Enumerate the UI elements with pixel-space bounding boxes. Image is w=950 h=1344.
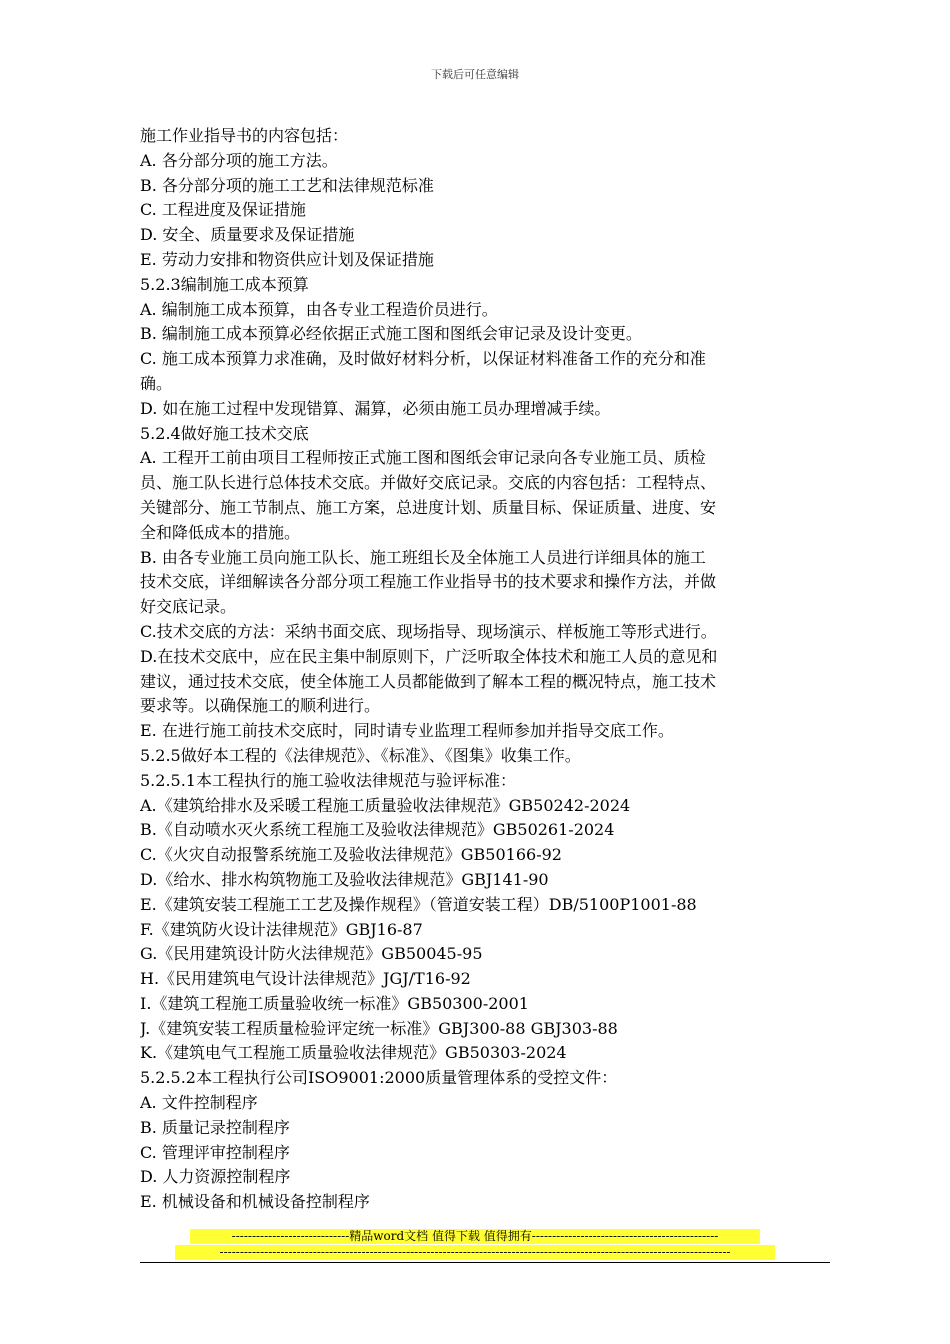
text-line: B. 由各专业施工员向施工队长、施工班组长及全体施工人员进行详细具体的施工 bbox=[140, 547, 706, 567]
text-line: 全和降低成本的措施。 bbox=[140, 522, 301, 542]
footer-rule bbox=[140, 1262, 830, 1263]
text-line: I.《建筑工程施工质量验收统一标准》GB50300-2001 bbox=[140, 993, 529, 1013]
text-line: E. 劳动力安排和物资供应计划及保证措施 bbox=[140, 249, 434, 269]
text-line: 员、施工队长进行总体技术交底。并做好交底记录。交底的内容包括：工程特点、 bbox=[140, 473, 717, 493]
text-line: 确。 bbox=[140, 373, 173, 393]
text-line: E. 机械设备和机械设备控制程序 bbox=[140, 1192, 370, 1212]
text-line: F.《建筑防火设计法律规范》GBJ16-87 bbox=[140, 919, 423, 939]
text-line: G.《民用建筑设计防火法律规范》GB50045-95 bbox=[140, 944, 483, 964]
footer-banner-text: -----------------------------精品word文档 值得下载 值得拥有---------------------------------------------- bbox=[190, 1229, 760, 1244]
section-heading: 5.2.5.2本工程执行公司ISO9001:2000质量管理体系的受控文件： bbox=[140, 1068, 618, 1088]
text-line: 建议，通过技术交底，使全体施工人员都能做到了解本工程的概况特点，施工技术 bbox=[140, 671, 717, 691]
text-line: E.《建筑安装工程施工工艺及操作规程》（管道安装工程）DB/5100P1001-88 bbox=[140, 894, 697, 914]
text-line: A. 文件控制程序 bbox=[140, 1093, 258, 1113]
text-line: D. 安全、质量要求及保证措施 bbox=[140, 225, 355, 245]
text-line: B.《自动喷水灭火系统工程施工及验收法律规范》GB50261-2024 bbox=[140, 820, 615, 840]
text-line: 要求等。以确保施工的顺利进行。 bbox=[140, 696, 381, 716]
text-line: 技术交底，详细解读各分部分项工程施工作业指导书的技术要求和操作方法，并做 bbox=[140, 572, 717, 592]
text-line: D. 人力资源控制程序 bbox=[140, 1167, 291, 1187]
text-line: A. 各分部分项的施工方法。 bbox=[140, 150, 338, 170]
text-line: K.《建筑电气工程施工质量验收法律规范》GB50303-2024 bbox=[140, 1043, 567, 1063]
text-line: B. 各分部分项的施工工艺和法律规范标准 bbox=[140, 175, 434, 195]
section-heading: 5.2.5.1本工程执行的施工验收法律规范与验评标准： bbox=[140, 770, 516, 790]
text-line: C. 管理评审控制程序 bbox=[140, 1142, 290, 1162]
section-heading: 5.2.3编制施工成本预算 bbox=[140, 274, 309, 294]
text-line: J.《建筑安装工程质量检验评定统一标准》GBJ300-88 GBJ303-88 bbox=[140, 1018, 618, 1038]
text-line: C.《火灾自动报警系统施工及验收法律规范》GB50166-92 bbox=[140, 845, 562, 865]
section-heading: 5.2.4做好施工技术交底 bbox=[140, 423, 309, 443]
text-line: D.在技术交底中，应在民主集中制原则下，广泛听取全体技术和施工人员的意见和 bbox=[140, 646, 718, 666]
text-line: A. 编制施工成本预算，由各专业工程造价员进行。 bbox=[140, 299, 498, 319]
text-line: A. 工程开工前由项目工程师按正式施工图和图纸会审记录向各专业施工员、质检 bbox=[140, 448, 706, 468]
text-line: H.《民用建筑电气设计法律规范》JGJ/T16-92 bbox=[140, 969, 471, 989]
section-heading: 5.2.5做好本工程的《法律规范》、《标准》、《图集》收集工作。 bbox=[140, 745, 581, 765]
text-line: C. 施工成本预算力求准确，及时做好材料分析，以保证材料准备工作的充分和准 bbox=[140, 349, 706, 369]
page-header: 下载后可任意编辑 bbox=[431, 68, 519, 81]
text-line: C. 工程进度及保证措施 bbox=[140, 200, 306, 220]
document-body bbox=[140, 124, 834, 1215]
text-line: C.技术交底的方法：采纳书面交底、现场指导、现场演示、样板施工等形式进行。 bbox=[140, 621, 717, 641]
text-line: B. 编制施工成本预算必经依据正式施工图和图纸会审记录及设计变更。 bbox=[140, 324, 642, 344]
text-line: D.《给水、排水构筑物施工及验收法律规范》GBJ141-90 bbox=[140, 869, 549, 889]
text-line: 关键部分、施工节制点、施工方案，总进度计划、质量目标、保证质量、进度、安 bbox=[140, 497, 717, 517]
text-line: 施工作业指导书的内容包括： bbox=[140, 126, 349, 145]
text-line: A.《建筑给排水及采暖工程施工质量验收法律规范》GB50242-2024 bbox=[140, 795, 631, 815]
footer-dashes-text: ------------------------------------------------------------------------------------------------------------------------------ bbox=[175, 1245, 775, 1260]
text-line: D. 如在施工过程中发现错算、漏算，必须由施工员办理增减手续。 bbox=[140, 398, 611, 418]
text-line: E. 在进行施工前技术交底时，同时请专业监理工程师参加并指导交底工作。 bbox=[140, 721, 674, 741]
text-line: 好交底记录。 bbox=[140, 597, 237, 617]
text-line: B. 质量记录控制程序 bbox=[140, 1117, 290, 1137]
